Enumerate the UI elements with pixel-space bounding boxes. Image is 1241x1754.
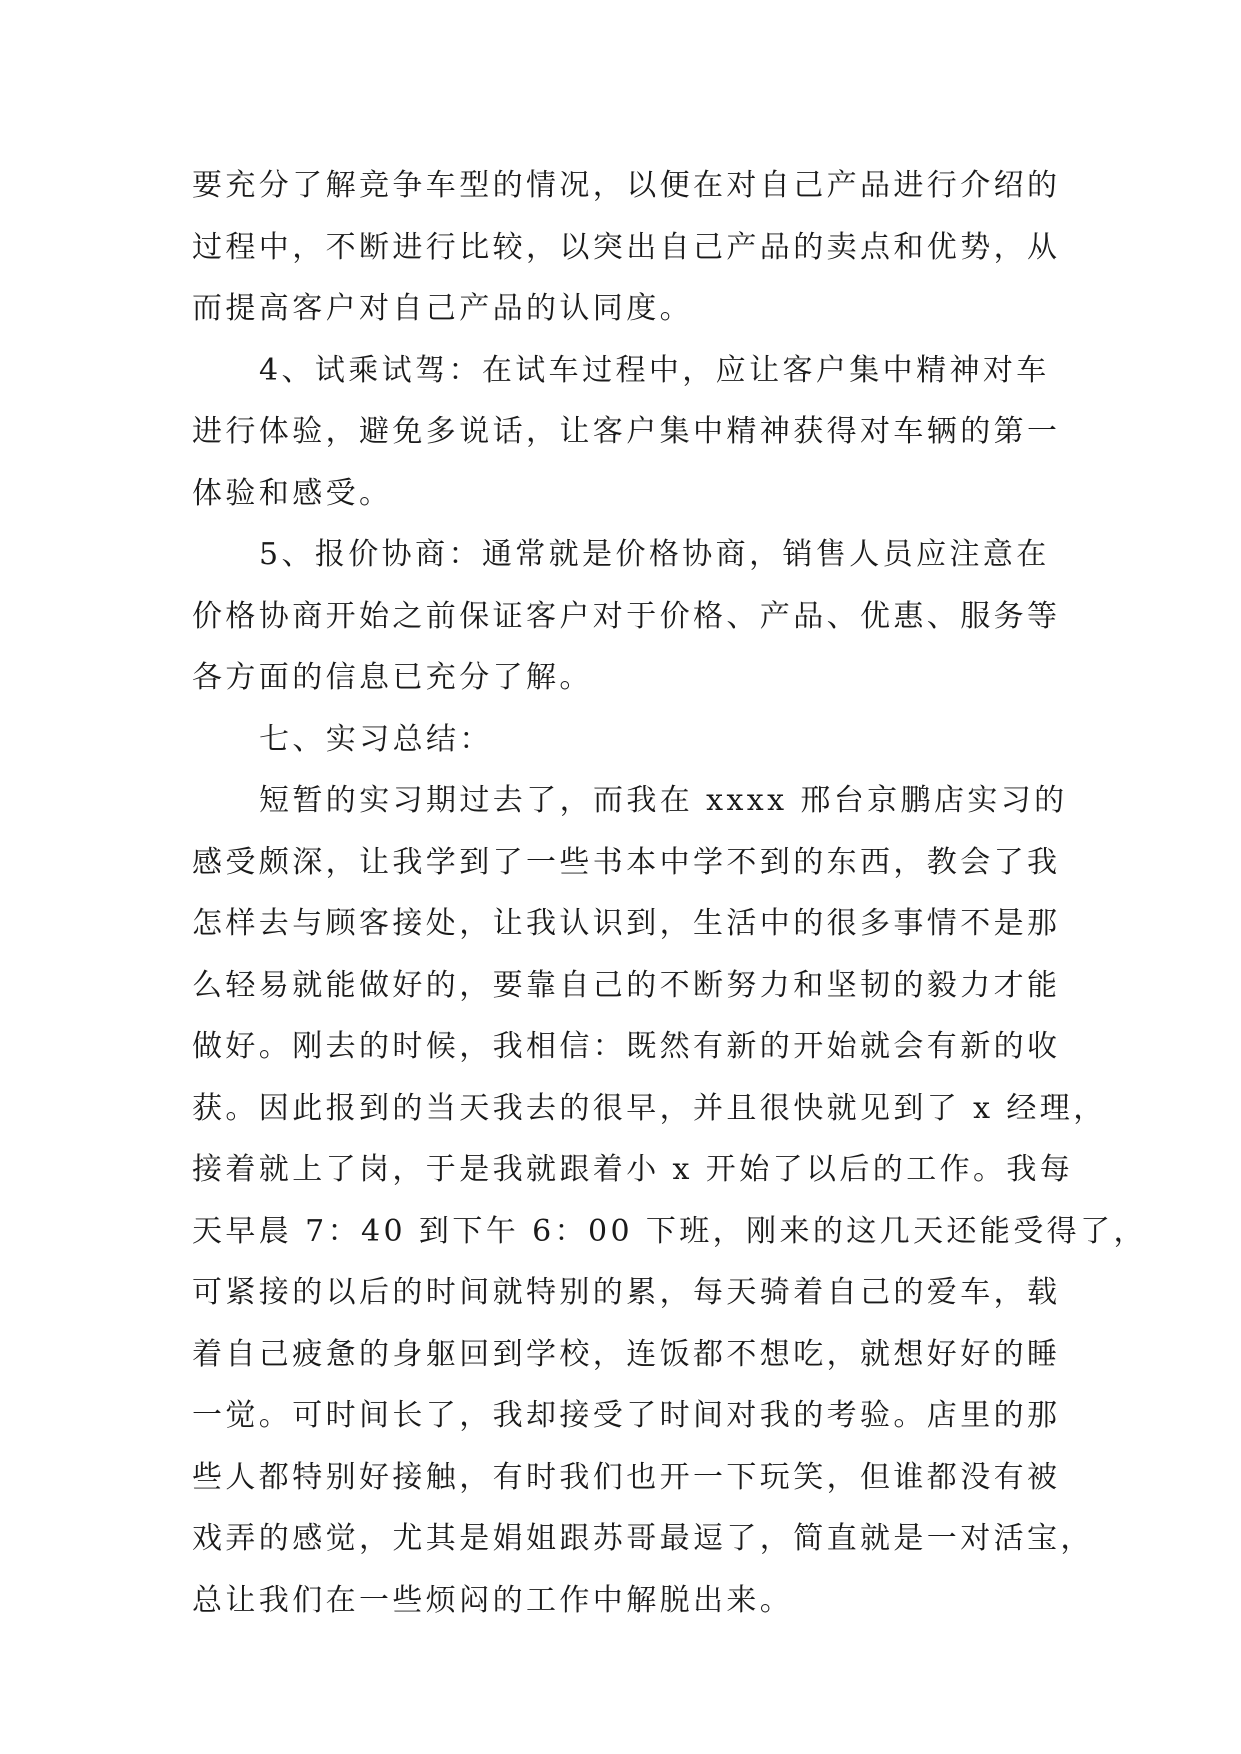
text-line: 4、试乘试驾：在试车过程中，应让客户集中精神对车 (259, 352, 1050, 388)
text-line: 七、实习总结： (259, 721, 493, 757)
text-line: 接着就上了岗，于是我就跟着小 x 开始了以后的工作。我每 (192, 1152, 1074, 1187)
text-line: 怎样去与顾客接处，让我认识到，生活中的很多事情不是那 (192, 906, 1061, 941)
text-line: 做好。刚去的时候，我相信：既然有新的开始就会有新的收 (192, 1029, 1061, 1064)
text-line: 着自己疲惫的身躯回到学校，连饭都不想吃，就想好好的睡 (192, 1336, 1061, 1372)
text-line: 感受颇深，让我学到了一些书本中学不到的东西，教会了我 (192, 844, 1061, 880)
paragraph-internship-summary (192, 770, 1147, 1631)
paragraph-test-drive (192, 340, 1061, 525)
text-line: 些人都特别好接触，有时我们也开一下玩笑，但谁都没有被 (192, 1459, 1061, 1495)
paragraph-price-negotiation (192, 524, 1061, 709)
paragraph-competitor-comparison (192, 155, 1061, 340)
text-line: 一觉。可时间长了，我却接受了时间对我的考验。店里的那 (192, 1398, 1061, 1433)
text-line: 过程中，不断进行比较，以突出自己产品的卖点和优势，从 (192, 229, 1061, 265)
text-line: 总让我们在一些烦闷的工作中解脱出来。 (192, 1582, 794, 1618)
section-heading-internship-summary (192, 709, 1056, 771)
text-line: 而提高客户对自己产品的认同度。 (192, 291, 693, 326)
text-line: 要充分了解竞争车型的情况，以便在对自己产品进行介绍的 (192, 168, 1061, 203)
text-line: 天早晨 7：40 到下午 6：00 下班，刚来的这几天还能受得了， (192, 1213, 1147, 1249)
text-line: 5、报价协商：通常就是价格协商，销售人员应注意在 (259, 537, 1050, 572)
text-line: 短暂的实习期过去了，而我在 xxxx 邢台京鹏店实习的 (259, 783, 1068, 818)
text-line: 进行体验，避免多说话，让客户集中精神获得对车辆的第一 (192, 414, 1061, 449)
text-line: 么轻易就能做好的，要靠自己的不断努力和坚韧的毅力才能 (192, 967, 1061, 1003)
document-page (192, 155, 1147, 1631)
text-line: 体验和感受。 (192, 475, 393, 511)
text-line: 各方面的信息已充分了解。 (192, 660, 593, 695)
text-line: 可紧接的以后的时间就特别的累，每天骑着自己的爱车，载 (192, 1275, 1061, 1310)
text-line: 戏弄的感觉，尤其是娟姐跟苏哥最逗了，简直就是一对活宝， (192, 1521, 1094, 1556)
text-line: 价格协商开始之前保证客户对于价格、产品、优惠、服务等 (192, 598, 1061, 634)
text-line: 获。因此报到的当天我去的很早，并且很快就见到了 x 经理， (192, 1090, 1107, 1126)
